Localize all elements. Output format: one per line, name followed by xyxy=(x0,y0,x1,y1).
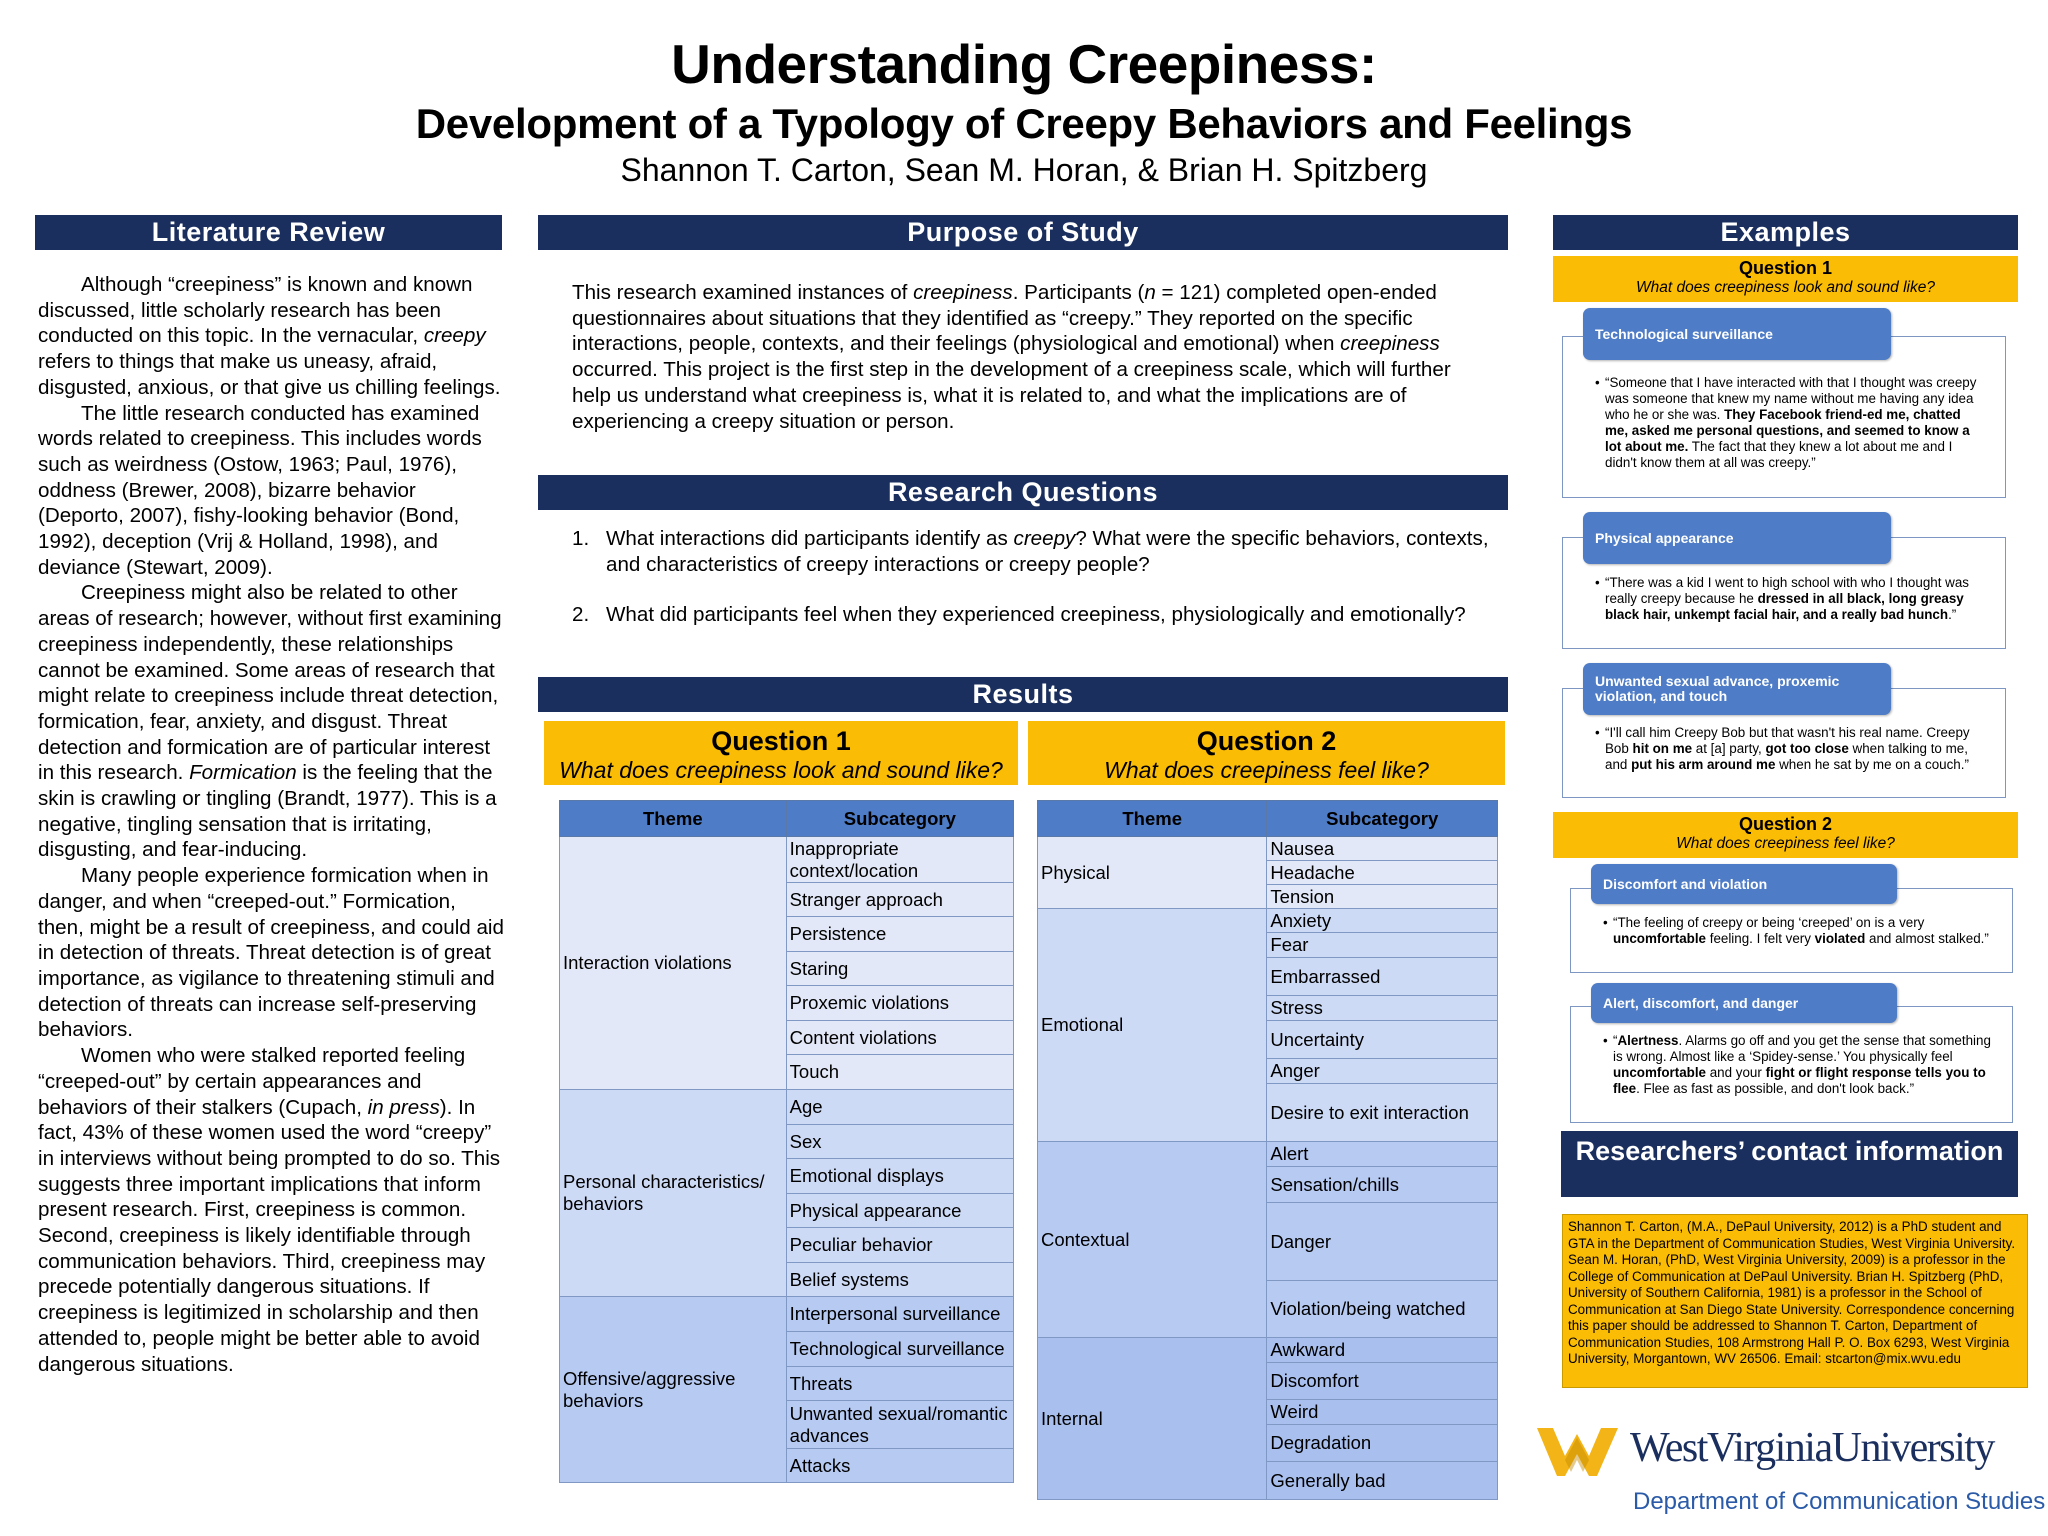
example-quote xyxy=(1595,375,1985,471)
subcategory-cell: Desire to exit interaction xyxy=(1267,1084,1498,1142)
question-text xyxy=(606,527,1489,576)
subcategory-cell: Sex xyxy=(786,1125,1013,1159)
example-quote xyxy=(1595,575,1985,623)
emphasis-text: uncomfortable xyxy=(1613,1065,1706,1080)
bullet: • xyxy=(1595,375,1600,390)
subcategory-cell: Danger xyxy=(1267,1203,1498,1281)
text-segment: refers to things that make us uneasy, afraid, disgusted, anxious, or that give us chilling feelings. xyxy=(38,350,501,399)
quote-text: when he sat by me on a couch.” xyxy=(1775,757,1969,772)
literature-review-heading: Literature Review xyxy=(35,215,502,250)
quote-text: . Alarms go off and you get the sense that something is wrong. Almost like a ‘Spidey-sense.’ You physically feel xyxy=(1613,1033,1991,1064)
results-q2-label: Question 2 xyxy=(1196,726,1337,756)
bullet: • xyxy=(1595,575,1600,590)
example-quote xyxy=(1595,725,1985,773)
subcategory-cell: Alert xyxy=(1267,1142,1498,1167)
example-quote xyxy=(1603,915,1993,947)
results-heading: Results xyxy=(538,677,1508,712)
literature-paragraph xyxy=(38,580,506,863)
literature-paragraph xyxy=(38,863,506,1043)
theme-cell: Internal xyxy=(1038,1338,1267,1500)
text-segment: The little research conducted has examined words related to creepiness. This includes words such as weirdness (Ostow, 1963; Paul, 1976), oddness (Brewer, 2008), bizarre behavior (Deporto, 2007), fishy-looking behavior (Bond, 1992), deception (Vrij & Holland, 1998), and deviance (Stewart, 2009). xyxy=(38,401,482,579)
emphasis-text: Alertness xyxy=(1617,1033,1679,1048)
subcategory-cell: Headache xyxy=(1267,861,1498,885)
example-theme-tab: Physical appearance xyxy=(1583,512,1891,564)
italic-term: creepiness xyxy=(1340,332,1440,356)
subcategory-cell: Anger xyxy=(1267,1059,1498,1084)
quote-text: when talking to me, and xyxy=(1605,741,1968,772)
table-row xyxy=(1038,909,1498,933)
purpose-heading: Purpose of Study xyxy=(538,215,1508,250)
text-segment: ). In fact, 43% of these women used the word “creepy” in interviews without being prompted to do so. This suggests three important implications that inform present research. First, creepiness is common. Second, creepiness is likely identifiable through communication behaviors. Third, creepiness may precede potentially dangerous situations. If creepiness is legitimized in scholarship and then attended to, people might be better able to avoid dangerous situations. xyxy=(38,1095,501,1376)
question-text xyxy=(606,603,1466,626)
research-questions-heading: Research Questions xyxy=(538,475,1508,510)
subcategory-cell: Proxemic violations xyxy=(786,986,1013,1021)
subcategory-cell: Degradation xyxy=(1267,1425,1498,1462)
text-segment: . Participants ( xyxy=(1012,281,1145,304)
subcategory-cell: Tension xyxy=(1267,885,1498,909)
poster-authors: Shannon T. Carton, Sean M. Horan, & Brian H. Spitzberg xyxy=(620,152,1428,188)
table-row xyxy=(560,1090,1014,1125)
table-row xyxy=(560,1297,1014,1332)
subcategory-cell: Persistence xyxy=(786,917,1013,952)
purpose-text xyxy=(572,280,1492,434)
subcategory-cell: Generally bad xyxy=(1267,1462,1498,1500)
quote-text: “There was a kid I went to high school with who I thought was really creepy because he xyxy=(1605,575,1969,606)
subcategory-cell: Anxiety xyxy=(1267,909,1498,933)
subcategory-cell: Technological surveillance xyxy=(786,1332,1013,1367)
research-question xyxy=(570,602,1490,628)
subcategory-cell: Physical appearance xyxy=(786,1194,1013,1228)
literature-paragraph xyxy=(38,401,506,581)
theme-cell: Offensive/aggressive behaviors xyxy=(560,1297,787,1483)
subcategory-cell: Content violations xyxy=(786,1021,1013,1055)
quote-text: at [a] party, xyxy=(1692,741,1766,756)
quote-text: . Flee as fast as possible, and don't look back.” xyxy=(1636,1081,1915,1096)
example-quote xyxy=(1603,1033,1993,1097)
examples-question-1 xyxy=(1553,256,2018,302)
text-segment: This research examined instances of xyxy=(572,281,914,304)
quote-text: and your xyxy=(1706,1065,1766,1080)
contact-heading: Researchers’ contact information xyxy=(1561,1131,2018,1197)
results-table-question-1 xyxy=(559,800,1014,1483)
text-segment: is the feeling that the skin is crawling or tingling (Brandt, 1977). This is a negative, tingling sensation that is irritating, disgusting, and fear-inducing. xyxy=(38,761,497,862)
italic-term: Formication xyxy=(189,761,297,785)
poster-title: Understanding Creepiness: xyxy=(671,33,1377,95)
example-theme-tab: Technological surveillance xyxy=(1583,308,1891,360)
examples-q1-label: Question 1 xyxy=(1738,258,1832,278)
text-segment: What interactions did participants identify as xyxy=(606,527,1014,550)
emphasis-text: They Facebook friend-ed me, chatted me, asked me personal questions, and seemed to know a lot about me. xyxy=(1605,407,1970,454)
subcategory-cell: Interpersonal surveillance xyxy=(786,1297,1013,1332)
subcategory-cell: Threats xyxy=(786,1367,1013,1401)
results-q2-question: What does creepiness feel like? xyxy=(1104,757,1429,783)
table2-subcategory-header: Subcategory xyxy=(1267,801,1498,837)
italic-term: creepiness xyxy=(913,281,1013,304)
theme-cell: Emotional xyxy=(1038,909,1267,1142)
subcategory-cell: Embarrassed xyxy=(1267,958,1498,996)
subcategory-cell: Discomfort xyxy=(1267,1363,1498,1400)
text-segment: occurred. This project is the first step in the development of a creepiness scale, which will further help us understand what creepiness is, what it is related to, and what the implications are of experiencing a creepy situation or person. xyxy=(572,358,1451,433)
emphasis-text: violated xyxy=(1814,931,1866,946)
subcategory-cell: Belief systems xyxy=(786,1263,1013,1297)
theme-cell: Personal characteristics/ behaviors xyxy=(560,1090,787,1297)
table-row xyxy=(1038,1142,1498,1167)
question-number: 1. xyxy=(572,527,590,550)
contact-info-text: Shannon T. Carton, (M.A., DePaul University, 2012) is a PhD student and GTA in the Department of Communication Studies, West Virginia University. Sean M. Horan, (PhD, West Virginia University, 2009) is a professor in the College of Communication at DePaul University. Brian H. Spitzberg (PhD, University of Southern California, 1981) is a professor in the School of Communication at San Diego State University. Correspondence concerning this paper should be addressed to Shannon T. Carton, Department of Communication Studies, 108 Armstrong Hall P. O. Box 6293, West Virginia University, Morgantown, WV 26506. Email: stcarton@mix.wvu.edu xyxy=(1562,1214,2028,1388)
subcategory-cell: Stranger approach xyxy=(786,883,1013,917)
quote-text: “Someone that I have interacted with that I thought was creepy was someone that knew my name without me having any idea who he or she was. xyxy=(1605,375,1977,422)
theme-cell: Contextual xyxy=(1038,1142,1267,1338)
subcategory-cell: Touch xyxy=(786,1055,1013,1090)
results-q1-label: Question 1 xyxy=(711,726,851,756)
text-segment: Women who were stalked reported feeling “creeped-out” by certain appearances and behaviors of their stalkers (Cupach, xyxy=(38,1044,466,1119)
subcategory-cell: Nausea xyxy=(1267,837,1498,861)
university-wordmark: WestVirginiaUniversity xyxy=(1630,1425,1994,1471)
poster-subtitle: Development of a Typology of Creepy Behaviors and Feelings xyxy=(415,100,1633,147)
emphasis-text: got too close xyxy=(1765,741,1849,756)
flying-wv-logo-icon xyxy=(1535,1420,1620,1486)
text-segment: Although “creepiness” is known and known discussed, little scholarly research has been conducted on this topic. In the vernacular, xyxy=(38,273,473,348)
department-name: Department of Communication Studies xyxy=(1633,1488,2046,1515)
example-theme-tab: Alert, discomfort, and danger xyxy=(1591,983,1897,1023)
subcategory-cell: Staring xyxy=(786,952,1013,986)
emphasis-text: fight or flight response tells you to flee xyxy=(1613,1065,1986,1096)
quote-text: feeling. I felt very xyxy=(1706,931,1815,946)
examples-q2-question: What does creepiness feel like? xyxy=(1676,835,1895,852)
example-theme-tab: Unwanted sexual advance, proxemic violation, and touch xyxy=(1583,663,1891,715)
examples-q2-label: Question 2 xyxy=(1738,814,1832,834)
subcategory-cell: Violation/being watched xyxy=(1267,1281,1498,1338)
table-row xyxy=(1038,1338,1498,1363)
text-segment: What did participants feel when they experienced creepiness, physiologically and emotionally? xyxy=(606,603,1466,627)
results-table-question-2 xyxy=(1037,800,1498,1500)
literature-review-text xyxy=(38,272,506,1377)
quote-text: “I'll call him Creepy Bob but that wasn't his real name. Creepy Bob xyxy=(1605,725,1970,756)
emphasis-text: hit on me xyxy=(1632,741,1693,756)
subcategory-cell: Sensation/chills xyxy=(1267,1167,1498,1203)
literature-paragraph xyxy=(38,1043,506,1377)
subcategory-cell: Age xyxy=(786,1090,1013,1125)
theme-cell: Interaction violations xyxy=(560,837,787,1090)
table1-theme-header: Theme xyxy=(560,801,787,837)
subcategory-cell: Weird xyxy=(1267,1400,1498,1425)
table-row xyxy=(560,837,1014,883)
example-theme-tab: Discomfort and violation xyxy=(1591,864,1897,904)
question-number: 2. xyxy=(572,603,590,627)
literature-paragraph xyxy=(38,272,506,401)
subcategory-cell: Uncertainty xyxy=(1267,1021,1498,1059)
subcategory-cell: Peculiar behavior xyxy=(786,1228,1013,1263)
subcategory-cell: Awkward xyxy=(1267,1338,1498,1363)
text-segment: Many people experience formication when in danger, and when “creeped-out.” Formication, then, might be a result of creepiness, and could aid in detection of threats. Threat detection is of great importance, as vigilance to threatening stimuli and detection of threats can increase self-preserving behaviors. xyxy=(38,864,504,1042)
bullet: • xyxy=(1603,1033,1608,1048)
table2-theme-header: Theme xyxy=(1038,801,1267,837)
bullet: • xyxy=(1603,915,1608,930)
quote-text: “ xyxy=(1613,1033,1618,1048)
subcategory-cell: Inappropriate context/location xyxy=(786,837,1013,883)
italic-term: creepy xyxy=(1013,527,1076,550)
examples-q1-question: What does creepiness look and sound like? xyxy=(1636,279,1935,296)
results-question-1 xyxy=(544,721,1018,785)
emphasis-text: put his arm around me xyxy=(1631,757,1776,772)
quote-text: and almost stalked.” xyxy=(1865,931,1989,946)
text-segment: Creepiness might also be related to other areas of research; however, without first examining creepiness independently, these relationships cannot be examined. Some areas of research that might relate to creepiness include threat detection, formication, fear, anxiety, and disgust. Threat detection and formication are of particular interest in this research. xyxy=(38,581,502,785)
subcategory-cell: Emotional displays xyxy=(786,1159,1013,1194)
examples-question-2 xyxy=(1553,812,2018,858)
subcategory-cell: Attacks xyxy=(786,1449,1013,1483)
subcategory-cell: Stress xyxy=(1267,996,1498,1021)
subcategory-cell: Fear xyxy=(1267,933,1498,958)
quote-text: The fact that they knew a lot about me and I didn't know them at all was creepy.” xyxy=(1605,439,1953,470)
italic-term: n xyxy=(1144,281,1156,304)
italic-term: creepy xyxy=(423,324,486,348)
results-question-2 xyxy=(1028,721,1505,785)
quote-text: “The feeling of creepy or being ‘creeped’ on is a very xyxy=(1613,915,1925,930)
research-question xyxy=(570,526,1490,577)
results-q1-question: What does creepiness look and sound like? xyxy=(559,757,1003,783)
table-row xyxy=(1038,837,1498,861)
subcategory-cell: Unwanted sexual/romantic advances xyxy=(786,1401,1013,1449)
italic-term: in press xyxy=(367,1095,440,1119)
text-segment: ? What were the specific behaviors, contexts, and characteristics of creepy interactions or creepy people? xyxy=(606,527,1489,576)
bullet: • xyxy=(1595,725,1600,740)
theme-cell: Physical xyxy=(1038,837,1267,909)
table1-subcategory-header: Subcategory xyxy=(786,801,1013,837)
research-questions-list xyxy=(570,526,1490,653)
emphasis-text: dressed in all black, long greasy black hair, unkempt facial hair, and a really bad hunch xyxy=(1605,591,1964,622)
examples-heading: Examples xyxy=(1553,215,2018,250)
emphasis-text: uncomfortable xyxy=(1613,931,1706,946)
text-segment: = 121) completed open-ended questionnaires about situations that they identified as “creepy.” They reported on the specific interactions, people, contexts, and their feelings (physiological and emotional) when xyxy=(572,281,1437,356)
quote-text: .” xyxy=(1948,607,1957,622)
